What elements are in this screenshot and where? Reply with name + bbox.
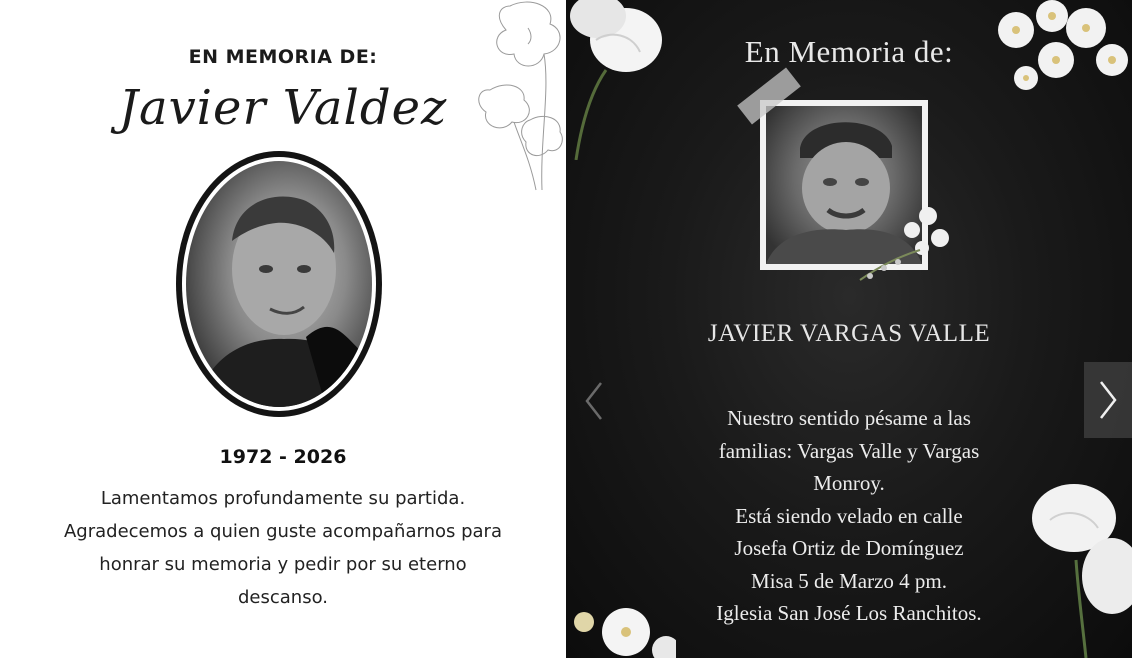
message-line: Josefa Ortiz de Domínguez [734,536,964,560]
portrait-photo [186,161,372,407]
small-flowers-icon [850,200,960,290]
flower-icon [566,0,676,160]
memorial-heading: EN MEMORIA DE: [188,46,378,68]
message-line: Está siendo velado en calle [735,503,963,528]
carousel-next-button[interactable] [1084,362,1132,438]
message-line: Iglesia San José Los Ranchitos. [716,601,982,625]
message-line: Monroy. [813,471,885,495]
condolence-message [0,482,566,614]
message-line: Agradecemos a quien guste acompañarnos para [63,521,502,542]
chevron-left-icon [583,380,605,422]
carousel-prev-button[interactable] [572,368,616,434]
deceased-name: Javier Valdez [118,80,448,136]
message-line: familias: Vargas Valle y Vargas [718,438,980,463]
message-line: Lamentamos profundamente su partida. [100,488,466,509]
message-line: Nuestro sentido pésame a las [727,406,971,430]
portrait-frame [176,151,382,417]
life-years: 1972 - 2026 [219,446,347,468]
memorial-heading: En Memoria de: [744,34,954,69]
flower-icon [566,592,676,658]
chevron-right-icon [1097,379,1119,421]
message-line: honrar su memoria y pedir por su eterno [99,554,467,575]
deceased-name: JAVIER VARGAS VALLE [707,320,991,347]
flower-icon [1016,480,1132,658]
message-line: Misa 5 de Marzo 4 pm. [751,568,947,593]
message-line: descanso. [237,587,328,608]
memorial-card-right [566,0,1132,658]
